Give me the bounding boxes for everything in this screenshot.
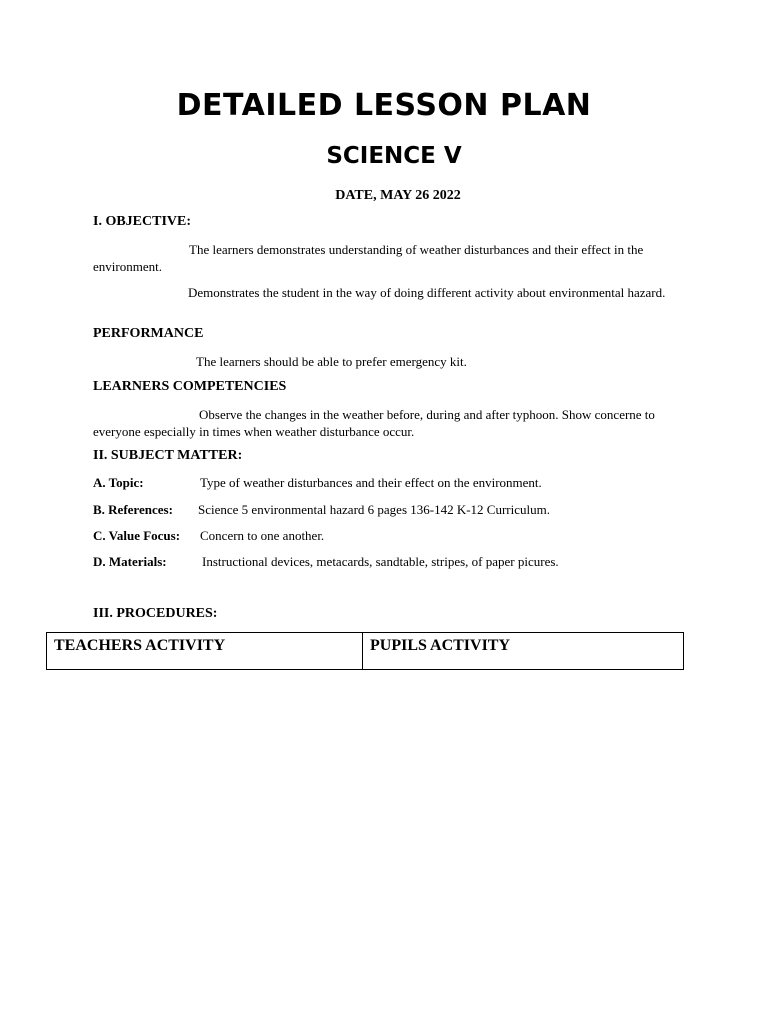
topic-row (93, 475, 542, 491)
performance-heading: PERFORMANCE (93, 326, 204, 341)
references-label: B. References: (93, 502, 173, 517)
competencies-paragraph (93, 406, 668, 440)
table-header-pupils-activity: PUPILS ACTIVITY (370, 637, 511, 654)
references-value: Science 5 environmental hazard 6 pages 136-142 K-12 Curriculum. (198, 502, 550, 517)
procedures-table (46, 632, 684, 670)
table-header-teachers-activity: TEACHERS ACTIVITY (54, 637, 226, 654)
document-subtitle: SCIENCE V (326, 143, 462, 169)
performance-paragraph-text: The learners should be able to prefer emergency kit. (196, 354, 467, 369)
objective-paragraph-1 (93, 241, 668, 275)
performance-paragraph (93, 353, 668, 370)
competencies-heading: LEARNERS COMPETENCIES (93, 379, 287, 394)
objective-paragraph-2-text: Demonstrates the student in the way of doing different activity about environmental hazard. (188, 285, 666, 300)
value-focus-row (93, 528, 325, 544)
table-column-divider (362, 633, 363, 669)
materials-label: D. Materials: (93, 554, 167, 569)
document-date: DATE, MAY 26 2022 (335, 188, 461, 203)
value-focus-label: C. Value Focus: (93, 528, 181, 543)
objective-paragraph-2 (93, 284, 668, 301)
procedures-heading: III. PROCEDURES: (93, 606, 218, 621)
topic-label: A. Topic: (93, 475, 144, 490)
materials-value: Instructional devices, metacards, sandtable, stripes, of paper picures. (202, 554, 559, 569)
topic-value: Type of weather disturbances and their effect on the environment. (200, 475, 542, 490)
subject-matter-heading: II. SUBJECT MATTER: (93, 448, 243, 463)
materials-row (93, 554, 559, 570)
competencies-paragraph-text: Observe the changes in the weather before, during and after typhoon. Show concerne to everyone especially in times when weather disturbance occur. (93, 407, 655, 439)
value-focus-value: Concern to one another. (200, 528, 325, 543)
document-title: DETAILED LESSON PLAN (176, 88, 592, 123)
objective-paragraph-1-text: The learners demonstrates understanding of weather disturbances and their effect in the environment. (93, 242, 644, 274)
objective-heading: I. OBJECTIVE: (93, 214, 192, 229)
references-row (93, 502, 550, 518)
